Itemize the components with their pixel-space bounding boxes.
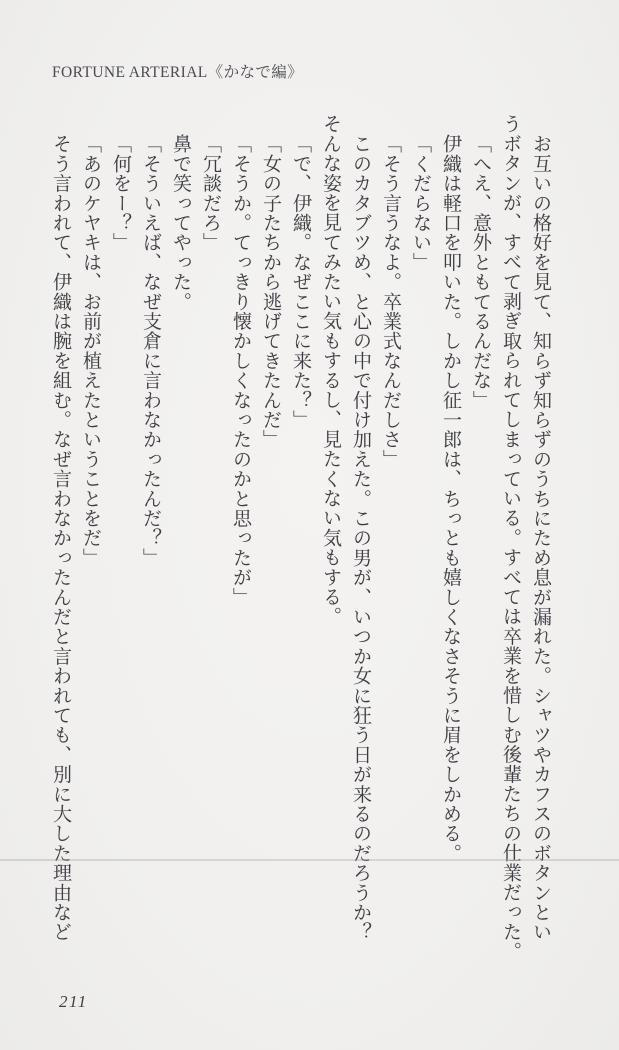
text-column: 「あのケヤキは、お前が植えたということをだ」 <box>80 133 101 568</box>
text-column: 「女の子たちから逃げてきたんだ」 <box>260 133 281 449</box>
text-column: このカタブツめ、と心の中で付け加えた。この男が、いつか女に狂う日が来るのだろうか？ <box>350 133 371 942</box>
text-column: 「冗談だろ」 <box>200 133 221 252</box>
text-column: 「そう言うなよ。卒業式なんだしさ」 <box>380 133 401 469</box>
text-column: 「そうか。てっきり懐かしくなったのかと思ったが」 <box>230 133 251 607</box>
text-column: 伊織は軽口を叩いた。しかし征一郎は、ちっとも嬉しくなさそうに眉をしかめる。 <box>440 133 461 863</box>
text-column: うボタンが、すべて剥ぎ取られてしまっている。すべては卒業を惜しむ後輩たちの仕業だった。 <box>500 114 521 962</box>
page-number: 211 <box>59 992 88 1011</box>
text-column: そう言われて、伊織は腕を組む。なぜ言わなかったんだと言われても、別に大した理由など <box>50 133 71 942</box>
text-column: 「くだらない」 <box>410 133 431 272</box>
running-header: FORTUNE ARTERIAL《かなで編》 <box>52 64 304 81</box>
text-column: そんな姿を見てみたい気もするし、見たくない気もする。 <box>320 114 341 627</box>
text-column: 「そういえば、なぜ支倉に言わなかったんだ？」 <box>140 133 161 568</box>
text-column: 鼻で笑ってやった。 <box>170 133 191 311</box>
page-text <box>45 114 555 966</box>
scan-artifact-line <box>0 859 619 861</box>
text-column: 「へえ、意外ともてるんだな」 <box>470 133 491 410</box>
text-column: お互いの格好を見て、知らず知らずのうちにため息が漏れた。シャツやカフスのボタンとい <box>530 133 551 942</box>
text-column: 「で、伊織。なぜここに来た？」 <box>290 133 311 430</box>
text-column: 「何をー？」 <box>110 133 131 252</box>
